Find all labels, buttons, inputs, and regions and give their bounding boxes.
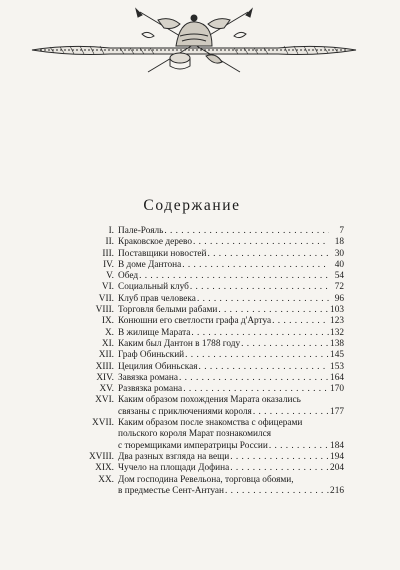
chapter-number: XVII. [92, 418, 114, 429]
toc-entry [56, 362, 344, 373]
dot-leader [241, 339, 329, 350]
dot-leader [183, 384, 329, 395]
chapter-number: XV. [99, 384, 114, 395]
dot-leader [193, 237, 329, 248]
chapter-title: В доме Дантона [118, 259, 182, 270]
page-number: 204 [330, 463, 344, 474]
page-number: 170 [330, 384, 344, 395]
chapter-title: связаны с приключениями короля [118, 406, 252, 417]
dot-leader [179, 373, 329, 384]
chapter-title: Каким был Дантон в 1788 году [118, 338, 241, 349]
toc-entry [56, 384, 344, 395]
dot-leader [190, 282, 329, 293]
page-number: 132 [330, 327, 344, 338]
dot-leader [269, 441, 329, 452]
toc-entry [56, 237, 344, 248]
dot-leader [185, 350, 329, 361]
page-number: 216 [330, 485, 344, 496]
page-number: 153 [330, 361, 344, 372]
chapter-number: VIII. [95, 305, 114, 316]
decorative-ornament [30, 6, 358, 78]
table-of-contents [56, 226, 344, 497]
chapter-number: I. [108, 226, 114, 236]
chapter-title: с тюремщиками императрицы России [118, 440, 268, 451]
page-number: 54 [334, 271, 344, 282]
chapter-number: VII. [98, 293, 114, 304]
page-number: 96 [334, 293, 344, 304]
dot-leader [230, 463, 329, 474]
chapter-title: Цецилия Обиньская [118, 361, 198, 372]
dot-leader [225, 486, 329, 497]
toc-entry [56, 350, 344, 361]
toc-entry [56, 328, 344, 339]
chapter-title: Обед [118, 271, 139, 282]
dot-leader [253, 407, 329, 418]
toc-entry [56, 463, 344, 474]
toc-entry [56, 249, 344, 260]
chapter-title: Пале-Рояль [118, 226, 164, 236]
chapter-number: II. [105, 237, 114, 248]
chapter-number: XII. [98, 350, 114, 361]
toc-entry [56, 260, 344, 271]
dot-leader [230, 452, 329, 463]
chapter-title: Граф Обиньский [118, 350, 185, 361]
chapter-title: Дом господина Ревельона, торговца обоями, [118, 474, 294, 485]
chapter-number: XIV. [96, 372, 114, 383]
page-number: 72 [334, 282, 344, 293]
page-number: 18 [334, 237, 344, 248]
dot-leader [139, 271, 329, 282]
toc-entry [56, 271, 344, 282]
chapter-title: Клуб прав человека [118, 293, 196, 304]
chapter-number: XX. [98, 474, 114, 485]
chapter-number: XVIII. [88, 451, 114, 462]
chapter-title: Социальный клуб [118, 282, 189, 293]
dot-leader [218, 305, 329, 316]
chapter-title: Два разных взгляда на вещи [118, 451, 230, 462]
toc-entry [56, 294, 344, 305]
chapter-number: XIII. [95, 361, 114, 372]
chapter-number: XIX. [95, 463, 114, 474]
toc-entry [56, 395, 344, 418]
chapter-number: VI. [101, 282, 114, 293]
page-number: 164 [330, 372, 344, 383]
chapter-title: Конюшни его светлости графа д'Артуа [118, 316, 272, 327]
chapter-title: Чучело на площади Дофина [118, 463, 230, 474]
dot-leader [199, 362, 329, 373]
chapter-number: XI. [101, 338, 114, 349]
toc-entry [56, 373, 344, 384]
page-title: Содержание [143, 197, 241, 214]
chapter-title: в предместье Сент-Антуан [118, 485, 225, 496]
toc-entry [56, 226, 344, 237]
chapter-title: Каким образом похождения Марата оказались [118, 395, 301, 406]
chapter-title: Краковское дерево [118, 237, 192, 248]
page-number: 184 [330, 440, 344, 451]
page-number: 194 [330, 451, 344, 462]
chapter-number: IV. [103, 259, 114, 270]
page-number: 138 [330, 338, 344, 349]
chapter-number: V. [106, 271, 114, 282]
dot-leader [164, 226, 329, 237]
dot-leader [272, 316, 329, 327]
toc-entry [56, 316, 344, 327]
page-number: 123 [330, 316, 344, 327]
chapter-number: XVI. [95, 395, 114, 406]
chapter-title: Каким образом после знакомства с офицерами [118, 418, 303, 429]
page-number: 103 [330, 305, 344, 316]
chapter-title: Торговля белыми рабами [118, 305, 218, 316]
page-number: 30 [334, 248, 344, 259]
chapter-title: Завязка романа [118, 372, 178, 383]
toc-entry [56, 418, 344, 452]
page-number: 7 [339, 226, 344, 236]
toc-entry [56, 452, 344, 463]
chapter-number: IX. [101, 316, 114, 327]
dot-leader [191, 328, 329, 339]
toc-entry [56, 339, 344, 350]
chapter-title: В жилище Марата [118, 327, 191, 338]
chapter-number: III. [102, 248, 114, 259]
page-number: 40 [334, 259, 344, 270]
chapter-title: Развязка романа [118, 384, 183, 395]
dot-leader [182, 260, 329, 271]
chapter-title: Поставщики новостей [118, 248, 207, 259]
dot-leader [197, 294, 329, 305]
toc-entry [56, 305, 344, 316]
page-number: 177 [330, 406, 344, 417]
chapter-title: польского короля Марат познакомился [118, 429, 271, 440]
toc-entry [56, 282, 344, 293]
page-number: 145 [330, 350, 344, 361]
chapter-number: X. [104, 327, 114, 338]
toc-entry [56, 475, 344, 498]
dot-leader [207, 249, 329, 260]
